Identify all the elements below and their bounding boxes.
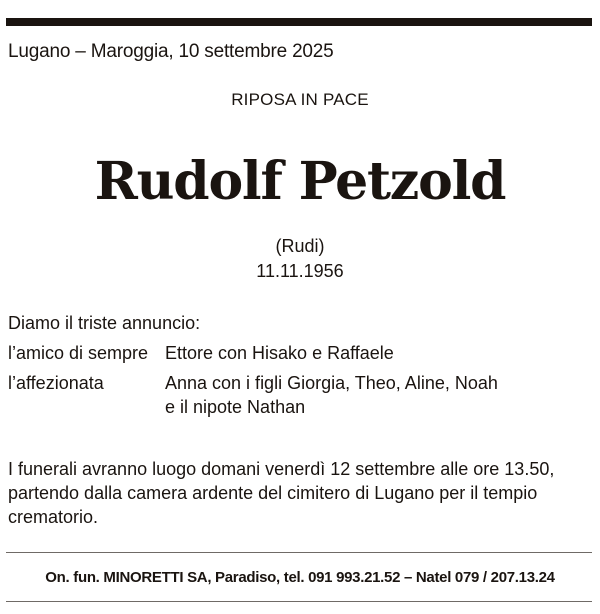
deceased-nickname: (Rudi) xyxy=(275,236,325,256)
footer-bottom-rule xyxy=(6,601,592,602)
funeral-line: partendo dalla camera ardente del cimitero di Lugano per il tempio xyxy=(8,483,538,503)
mourner-names xyxy=(165,341,585,365)
mourner-names xyxy=(165,371,585,419)
top-rule xyxy=(6,18,592,26)
mourner-names-line: Anna con i figli Giorgia, Theo, Aline, Noah xyxy=(165,373,498,393)
funeral-details xyxy=(8,457,594,529)
funeral-line: I funerali avranno luogo domani venerdì 12 settembre alle ore 13.50, xyxy=(8,459,555,479)
place-date: Lugano – Maroggia, 10 settembre 2025 xyxy=(8,41,334,62)
deceased-name: Rudolf Petzold xyxy=(94,151,506,212)
mourner-names-line: e il nipote Nathan xyxy=(165,397,306,417)
funeral-line: crematorio. xyxy=(8,507,99,527)
rest-in-peace-heading: RIPOSA IN PACE xyxy=(231,90,369,109)
footer-top-rule xyxy=(6,552,592,553)
mourner-names-line: Ettore con Hisako e Raffaele xyxy=(165,343,394,363)
mourner-relation: l’amico di sempre xyxy=(8,343,149,363)
funeral-home-info: On. fun. MINORETTI SA, Paradiso, tel. 091 993.21.52 – Natel 079 / 207.13.24 xyxy=(45,569,555,586)
birth-date: 11.11.1956 xyxy=(256,261,344,281)
mourner-relation: l’affezionata xyxy=(8,373,104,393)
announcement-intro: Diamo il triste annuncio: xyxy=(8,313,201,333)
